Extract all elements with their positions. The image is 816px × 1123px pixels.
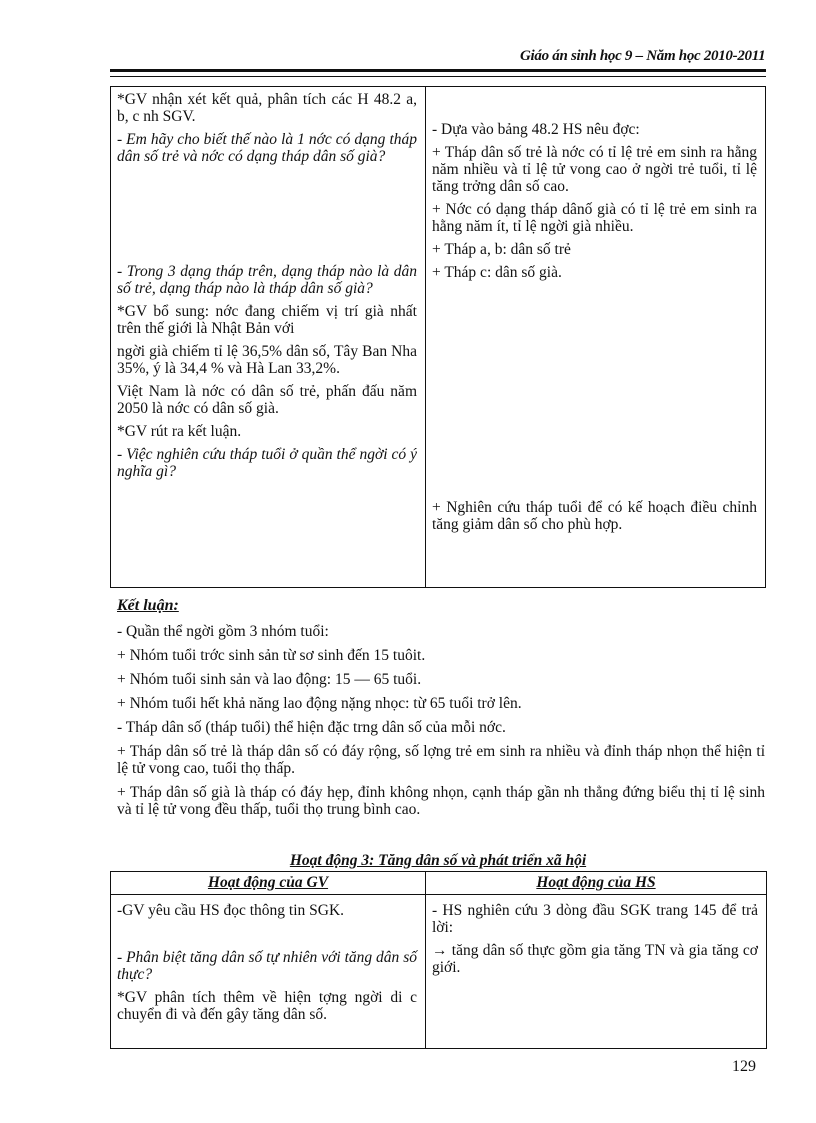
gv-note: *GV rút ra kết luận. [117,423,242,440]
hs-column [426,87,766,588]
gv-column [111,895,426,1049]
gv-question: - Phân biệt tăng dân số tự nhiên với tăng dân số thực? [117,949,417,983]
activity3-table [110,871,767,1049]
conclusion-line: - Quần thể ngời gồm 3 nhóm tuổi: [117,623,329,640]
hs-answer: + Nớc có dạng tháp dânố già có tỉ lệ trẻ em sinh ra hằng năm ít, tỉ lệ ngời già nhiều. [432,201,757,235]
gv-note: *GV nhận xét kết quả, phân tích các H 48.2 a, b, c nh SGV. [117,91,417,125]
header-rule-thin [110,76,766,77]
conclusion-line: + Nhóm tuổi trớc sinh sản từ sơ sinh đến 15 tuôit. [117,647,426,664]
gv-column [111,87,426,588]
header-rule-thick [110,69,766,72]
hs-answer: - HS nghiên cứu 3 dòng đầu SGK trang 145 để trả lời: [432,902,758,936]
col-header-hs: Hoạt động của HS [426,872,767,895]
conclusion-line: + Nhóm tuổi hết khả năng lao động nặng nhọc: từ 65 tuổi trở lên. [117,695,522,712]
conclusion-title: Kết luận: [117,597,179,614]
gv-note: *GV phân tích thêm về hiện tợng ngời di c chuyển đi và đến gây tăng dân số. [117,989,417,1023]
gv-question: - Em hãy cho biết thế nào là 1 nớc có dạng tháp dân số trẻ và nớc có dạng tháp dân số già? [117,131,417,165]
gv-note: *GV bổ sung: nớc đang chiếm vị trí già nhất trên thế giới là Nhật Bản với [117,303,417,337]
conclusion-line: + Tháp dân số già là tháp có đáy hẹp, đỉnh không nhọn, cạnh tháp gần nh thẳng đứng biểu thị tỉ lệ sinh và tỉ lệ tử vong đều thấp, tuổi thọ trung bình cao. [117,784,765,818]
conclusion-line: + Tháp dân số trẻ là tháp dân số có đáy rộng, số lợng trẻ em sinh ra nhiều và đỉnh tháp nhọn thể hiện tỉ lệ tử vong cao, tuổi thọ thấp. [117,743,765,777]
gv-note: Việt Nam là nớc có dân số trẻ, phấn đấu năm 2050 là nớc có dân số già. [117,383,417,417]
hs-answer: + Tháp dân số trẻ là nớc có tỉ lệ trẻ em sinh ra hằng năm nhiều và tỉ lệ tử vong cao ở ngời trẻ tuổi, tỉ lệ tăng trởng dân số cao. [432,144,757,195]
conclusion-line: - Tháp dân số (tháp tuổi) thể hiện đặc trng dân số của mỗi nớc. [117,719,506,736]
gv-note: ngời già chiếm tỉ lệ 36,5% dân số, Tây Ban Nha 35%, ý là 34,4 % và Hà Lan 33,2%. [117,343,417,377]
gv-question: - Trong 3 dạng tháp trên, dạng tháp nào là dân số trẻ, dạng tháp nào là tháp dân số già? [117,263,417,297]
activity-table-continued [110,86,766,588]
hs-column [426,895,767,1049]
page-number: 129 [732,1058,756,1075]
activity3-title: Hoạt động 3: Tăng dân số và phát triển xã hội [289,852,587,869]
hs-answer: + Tháp a, b: dân số trẻ [432,241,571,258]
hs-answer: + Tháp c: dân số già. [432,264,562,281]
gv-note: -GV yêu cầu HS đọc thông tin SGK. [117,902,345,919]
hs-answer: - Dựa vào bảng 48.2 HS nêu đợc: [432,121,640,138]
hs-answer: + Nghiên cứu tháp tuổi để có kế hoạch điều chỉnh tăng giảm dân số cho phù hợp. [432,499,757,533]
gv-question: - Việc nghiên cứu tháp tuổi ở quần thể ngời có ý nghĩa gì? [117,446,417,480]
page-header: Giáo án sinh học 9 – Năm học 2010-2011 [520,48,766,64]
col-header-gv: Hoạt động của GV [111,872,426,895]
conclusion-line: + Nhóm tuổi sinh sản và lao động: 15 — 65 tuổi. [117,671,422,688]
conclusion-section [117,597,765,825]
hs-answer: → tăng dân số thực gồm gia tăng TN và gia tăng cơ giới. [432,942,758,976]
